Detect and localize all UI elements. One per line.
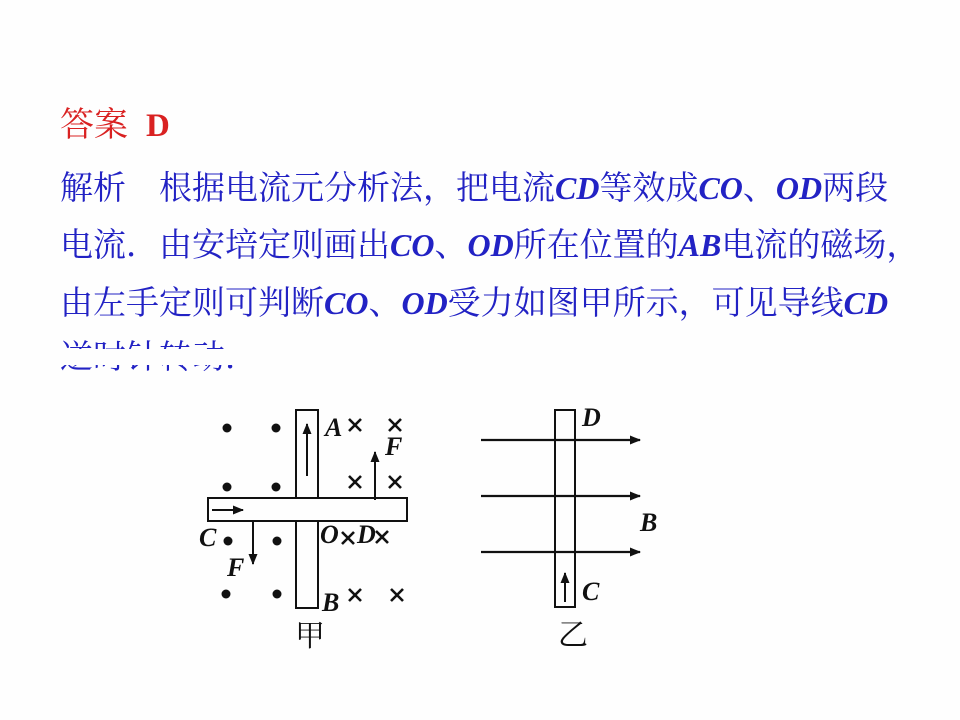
text-segment: OD	[401, 285, 448, 321]
label-b: B	[322, 588, 340, 617]
answer-line	[60, 104, 170, 148]
white-cover-bottom	[60, 373, 460, 390]
text-segment: OD	[467, 227, 514, 263]
text-segment: AB	[678, 227, 722, 263]
white-cover-mid	[60, 349, 460, 365]
text-segment: CD	[555, 170, 600, 206]
caption-jia: 甲	[295, 620, 325, 653]
answer-value: D	[146, 108, 170, 144]
label-d: D	[357, 520, 376, 549]
text-segment: 电流的磁场，	[721, 228, 920, 264]
label-c: C	[582, 577, 600, 606]
text-segment: 两段	[822, 171, 889, 207]
text-segment: 电流．由安培定则画出	[60, 228, 390, 264]
text-segment: 受力如图甲所示，可见导线	[447, 286, 844, 322]
text-segment: CO	[698, 170, 743, 206]
label-b: B	[640, 508, 658, 537]
analysis-line-2	[60, 223, 919, 268]
text-segment: 解析 根据电流元分析法，把电流	[60, 171, 555, 207]
clipped-line-wrap	[60, 336, 460, 390]
label-a: A	[325, 413, 343, 442]
label-o: O	[320, 520, 339, 549]
text-segment: 等效成	[599, 171, 699, 207]
figure-yi	[470, 395, 680, 655]
text-segment: 、	[742, 171, 776, 207]
text-segment: CO	[390, 227, 435, 263]
label-d: D	[582, 403, 601, 432]
text-segment: 、	[368, 286, 402, 322]
text-segment: CD	[843, 285, 889, 321]
analysis-line-1	[60, 166, 888, 211]
caption-yi: 乙	[558, 619, 588, 652]
label-f-down: F	[227, 553, 245, 582]
text-segment: 所在位置的	[513, 228, 679, 264]
figure-jia	[185, 392, 425, 662]
analysis-line-3	[60, 281, 888, 326]
answer-label: 答案	[60, 107, 128, 144]
label-c: C	[199, 523, 217, 552]
text-segment: 、	[434, 228, 468, 264]
text-segment: 由左手定则可判断	[60, 286, 324, 322]
text-segment: OD	[775, 170, 823, 206]
label-f-up: F	[385, 432, 403, 461]
text-segment: CO	[324, 285, 369, 321]
